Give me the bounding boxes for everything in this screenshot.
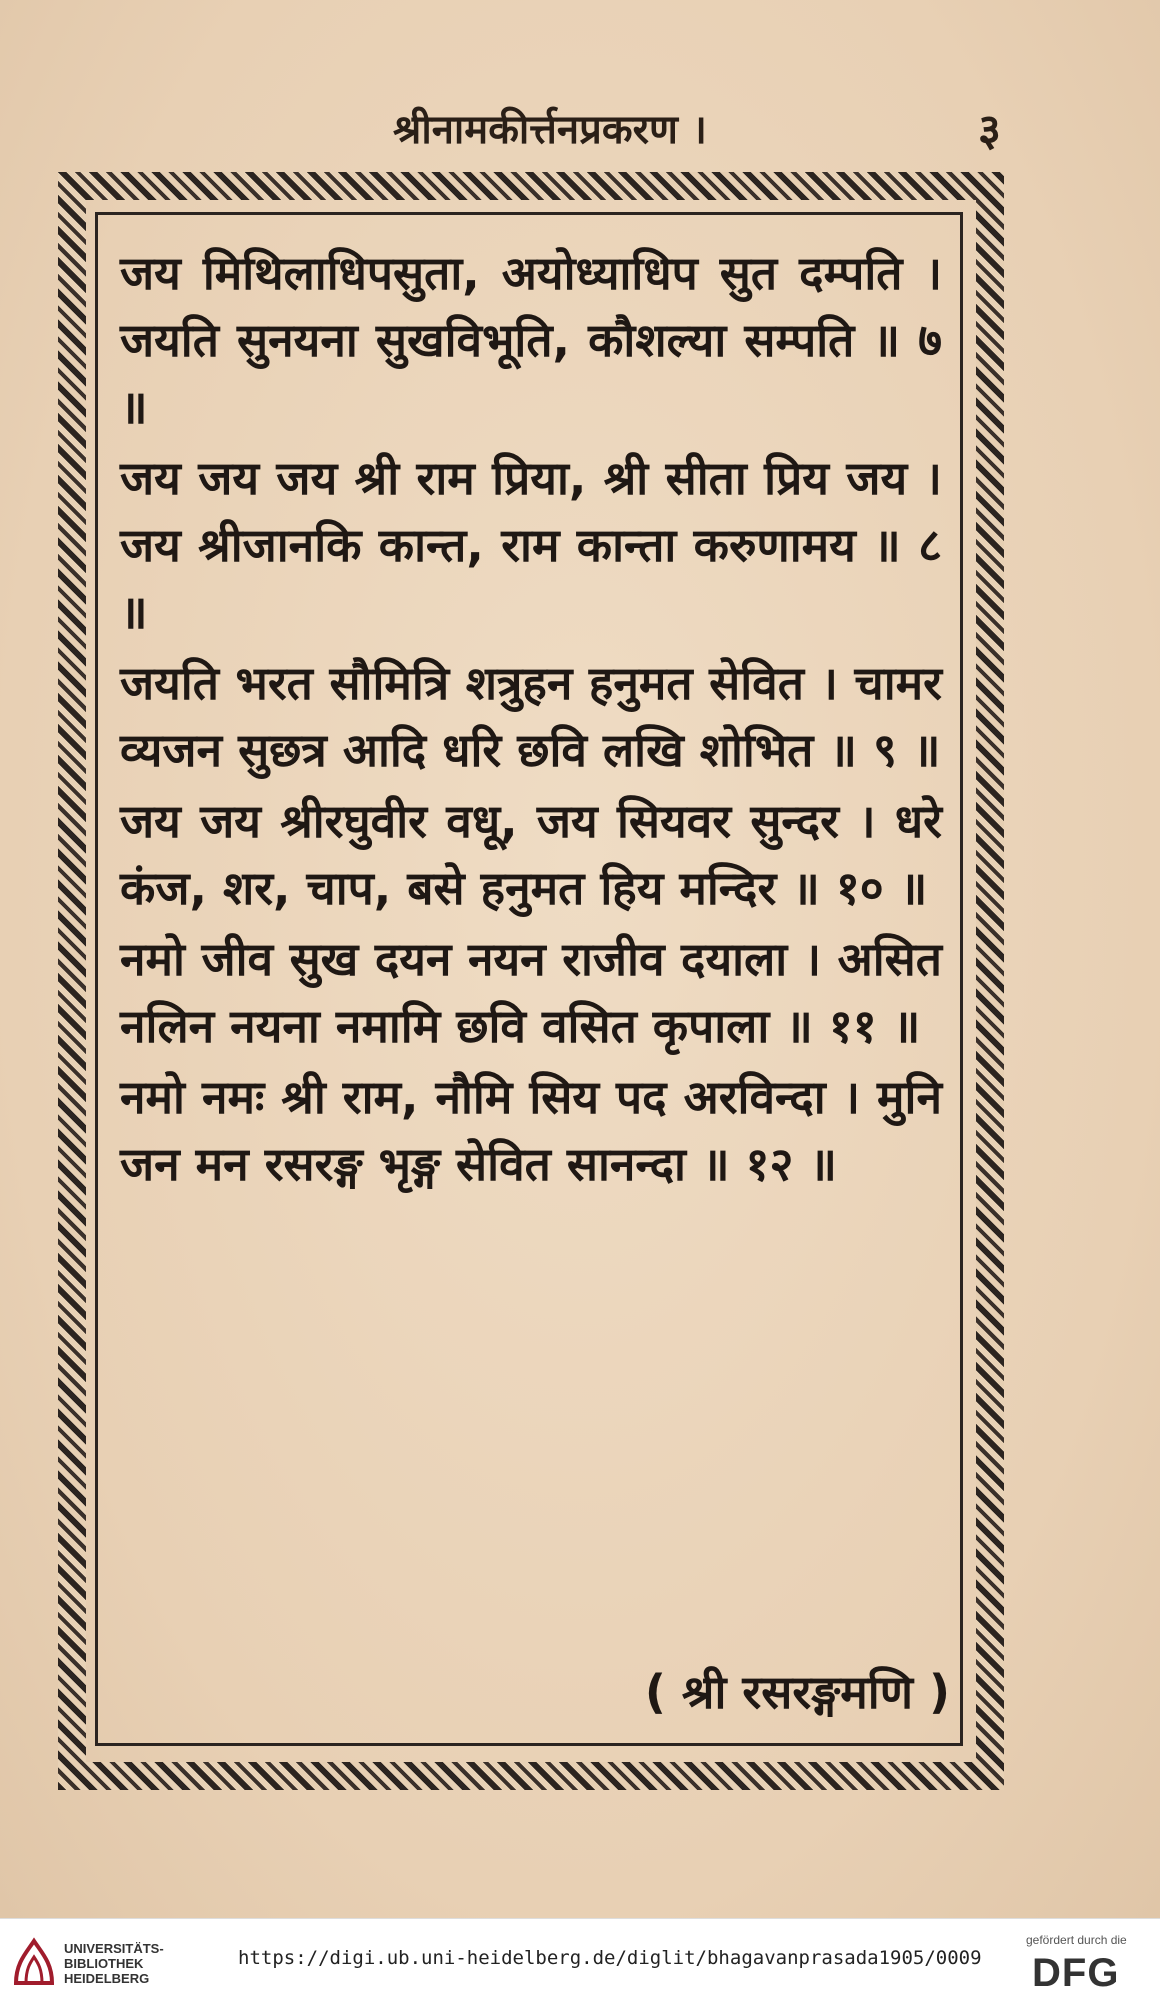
page-number: ३ xyxy=(978,105,1001,156)
viewer-footer xyxy=(0,1918,1160,2004)
funded-by-label: gefördert durch die xyxy=(1026,1933,1127,1947)
verse-8: जय जय जय श्री राम प्रिया, श्री सीता प्रिय जय । जय श्रीजानकि कान्त, राम कान्ता करुणामय ॥ ८ ॥ xyxy=(120,451,942,639)
library-name: UNIVERSITÄTS-BIBLIOTHEK HEIDELBERG xyxy=(64,1941,164,1986)
verse-12: नमो नमः श्री राम, नौमि सिय पद अरविन्दा । मुनि जन मन रसरङ्ग भृङ्ग सेवित सानन्दा ॥ १२ ॥ xyxy=(120,1070,942,1191)
verse-10: जय जय श्रीरघुवीर वधू, जय सियवर सुन्दर । धरे कंज, शर, चाप, बसे हनुमत हिय मन्दिर ॥ १० ॥ xyxy=(120,794,942,915)
verse-11: नमो जीव सुख दयन नयन राजीव दयाला । असित नलिन नयना नमामि छवि वसित कृपाला ॥ ११ ॥ xyxy=(120,932,942,1053)
verse-9: जयति भरत सौमित्रि शत्रुहन हनुमत सेवित । चामर व्यजन सुछत्र आदि धरि छवि लखि शोभित ॥ ९ ॥ xyxy=(120,656,942,777)
dfg-logo: DFG xyxy=(1032,1951,1120,1995)
running-head: श्रीनामकीर्त्तनप्रकरण । xyxy=(393,106,707,153)
verse-7: जय मिथिलाधिपसुता, अयोध्याधिप सुत दम्पति । जयति सुनयना सुखविभूति, कौशल्या सम्पति ॥ ७ ॥ xyxy=(120,246,942,434)
permalink[interactable]: https://digi.ub.uni-heidelberg.de/diglit/bhagavanprasada1905/0009 xyxy=(238,1947,982,1969)
author-signature: ( श्री रसरङ्गमणि ) xyxy=(644,1665,950,1719)
library-logo-icon xyxy=(12,1933,56,1989)
verse-block xyxy=(120,240,942,1202)
